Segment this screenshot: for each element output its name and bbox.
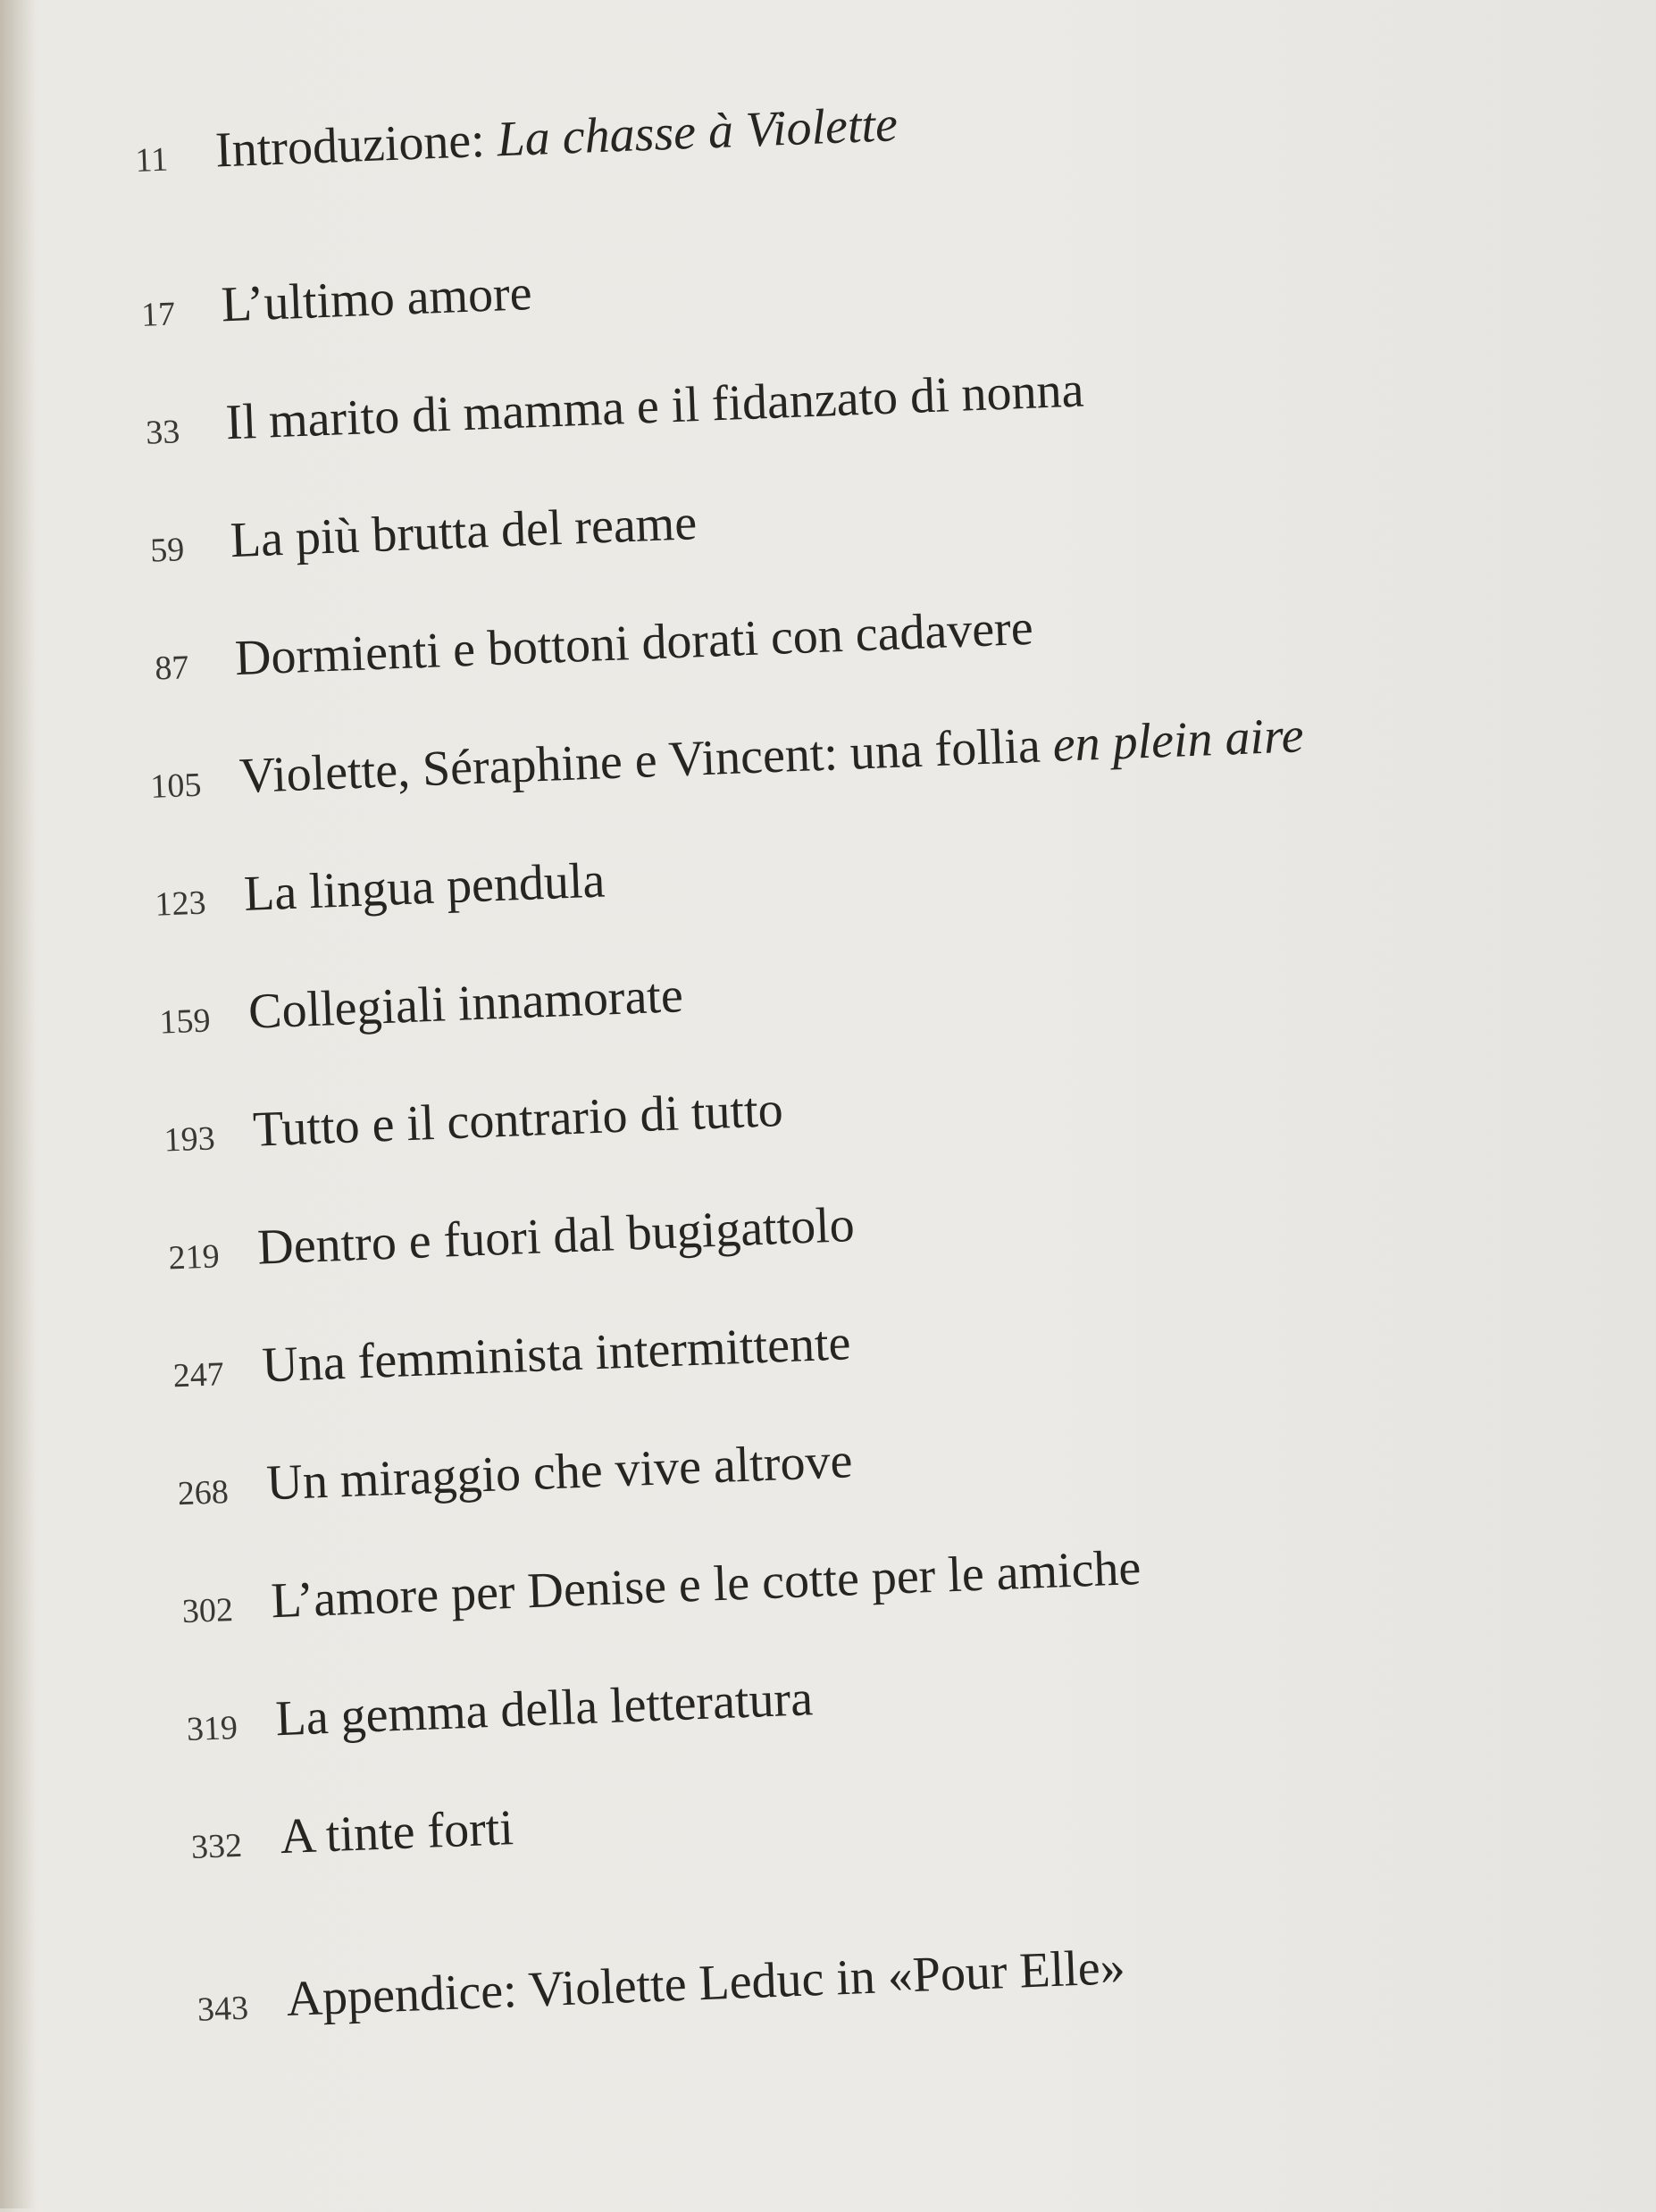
toc-title: Una femminista intermittente: [261, 1315, 852, 1394]
toc-title: La più brutta del reame: [229, 495, 698, 569]
toc-page-number: 11: [134, 140, 169, 180]
toc-page-number: 159: [158, 1001, 212, 1042]
toc-page-number: 268: [177, 1473, 230, 1513]
toc-title: A tinte forti: [279, 1800, 514, 1865]
toc-title: L’amore per Denise e le cotte per le amiche: [270, 1539, 1142, 1630]
toc-page-number: 219: [167, 1237, 221, 1278]
toc-title-italic: en plein aire: [1051, 708, 1305, 773]
toc-title: La lingua pendula: [242, 852, 606, 922]
toc-page-number: 105: [149, 766, 203, 806]
toc-title: Introduzione: La chasse à Violette: [213, 96, 899, 179]
toc-page-number: 17: [140, 295, 176, 334]
toc-page-number: 123: [154, 884, 207, 924]
toc-title: Tutto e il contrario di tutto: [252, 1081, 784, 1158]
toc-title: Collegiali innamorate: [247, 968, 684, 1040]
toc-page-number: 33: [145, 413, 181, 452]
toc-page-number: 193: [163, 1119, 216, 1160]
toc-page-number: 319: [186, 1708, 238, 1749]
toc-title: Dentro e fuori dal bugigattolo: [256, 1196, 856, 1276]
toc-page-number: 332: [190, 1826, 243, 1866]
toc-title-italic: La chasse à Violette: [496, 96, 899, 168]
toc-title: Il marito di mamma e il fidanzato di nonna: [224, 362, 1085, 451]
toc-title: Un miraggio che vive altrove: [265, 1433, 854, 1512]
toc-title: La gemma della letteratura: [274, 1671, 815, 1747]
toc-page-number: 343: [197, 1989, 249, 2029]
toc-page-number: 302: [181, 1590, 234, 1631]
toc-page-number: 59: [149, 531, 186, 570]
toc-page-number: 87: [154, 649, 190, 688]
toc-title: Violette, Séraphine e Vincent: una follia en plein aire: [238, 708, 1305, 804]
toc-title: L’ultimo amore: [220, 265, 533, 333]
toc-title: Appendice: Violette Leduc in «Pour Elle»: [285, 1939, 1126, 2027]
toc-page-number: 247: [171, 1355, 225, 1395]
toc-title: Dormienti e bottoni dorati con cadavere: [233, 599, 1034, 687]
